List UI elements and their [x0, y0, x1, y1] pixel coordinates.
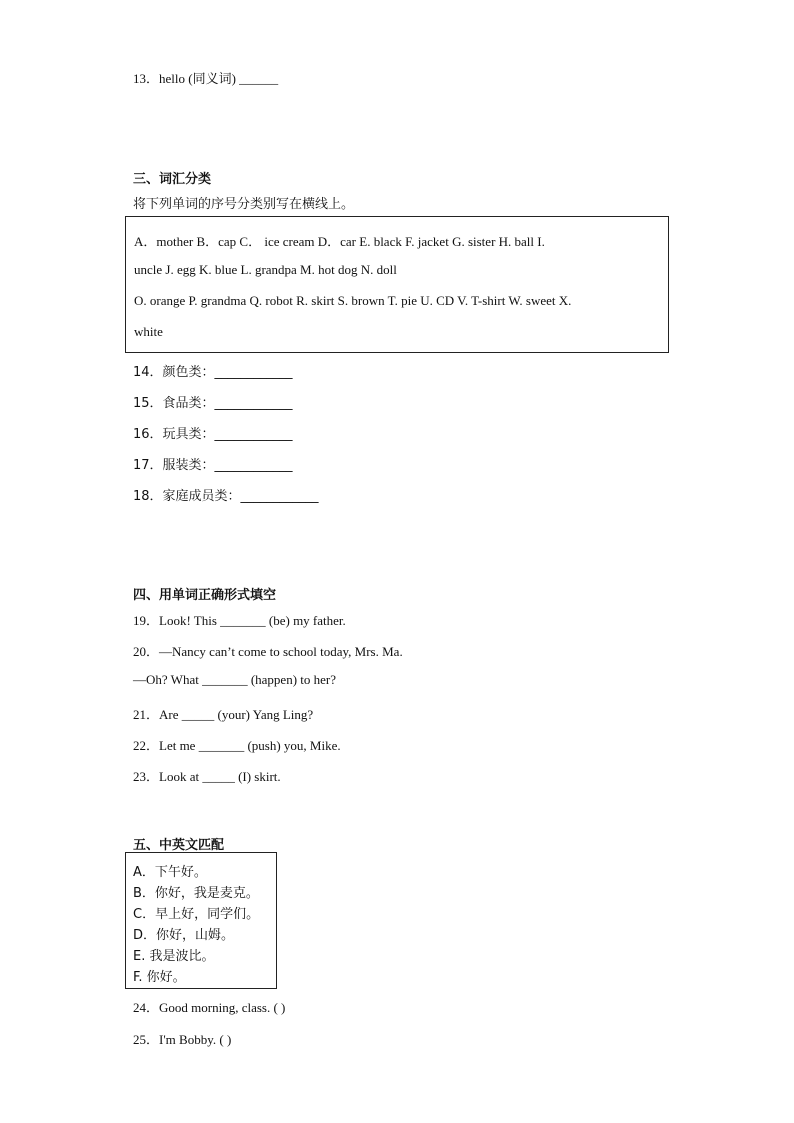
question-20: 20．—Nancy can’t come to school today, Mrs. Ma. [133, 644, 403, 659]
match-option: F. 你好。 [133, 970, 186, 985]
section-3-instruction: 将下列单词的序号分类别写在横线上。 [133, 197, 355, 212]
section-5-title: 五、中英文匹配 [133, 838, 225, 853]
question-15: 15．食品类：____________ [133, 396, 293, 411]
word-bank-line: O. orange P. grandma Q. robot R. skirt S. brown T. pie U. CD V. T-shirt W. sweet X. [134, 293, 572, 308]
question-22: 22．Let me _______ (push) you, Mike. [133, 738, 341, 753]
question-23: 23．Look at _____ (I) skirt. [133, 769, 281, 784]
question-20-reply: —Oh? What _______ (happen) to her? [133, 672, 337, 687]
question-18: 18．家庭成员类：____________ [133, 489, 319, 504]
question-21: 21．Are _____ (your) Yang Ling? [133, 707, 314, 722]
question-14: 14．颜色类：____________ [133, 365, 293, 380]
section-3-title: 三、词汇分类 [133, 172, 212, 187]
question-25: 25．I'm Bobby. ( ) [133, 1032, 232, 1047]
match-option: C．早上好，同学们。 [133, 907, 260, 922]
section-4-title: 四、用单词正确形式填空 [133, 588, 277, 603]
word-bank-line: A．mother B．cap C． ice cream D．car E. black F. jacket G. sister H. ball I. [134, 234, 545, 249]
match-option: D．你好，山姆。 [133, 928, 235, 943]
match-option: B．你好，我是麦克。 [133, 886, 259, 901]
match-option: E. 我是波比。 [133, 949, 215, 964]
word-bank-line: white [134, 324, 163, 339]
word-bank-box [125, 216, 669, 353]
question-17: 17．服装类：____________ [133, 458, 293, 473]
word-bank-line: uncle J. egg K. blue L. grandpa M. hot dog N. doll [134, 262, 397, 277]
question-24: 24．Good morning, class. ( ) [133, 1000, 286, 1015]
match-options-box [125, 852, 277, 989]
match-option: A．下午好。 [133, 865, 207, 880]
question-19: 19．Look! This _______ (be) my father. [133, 613, 346, 628]
question-16: 16．玩具类：____________ [133, 427, 293, 442]
question-13: 13．hello (同义词) ______ [133, 71, 279, 86]
